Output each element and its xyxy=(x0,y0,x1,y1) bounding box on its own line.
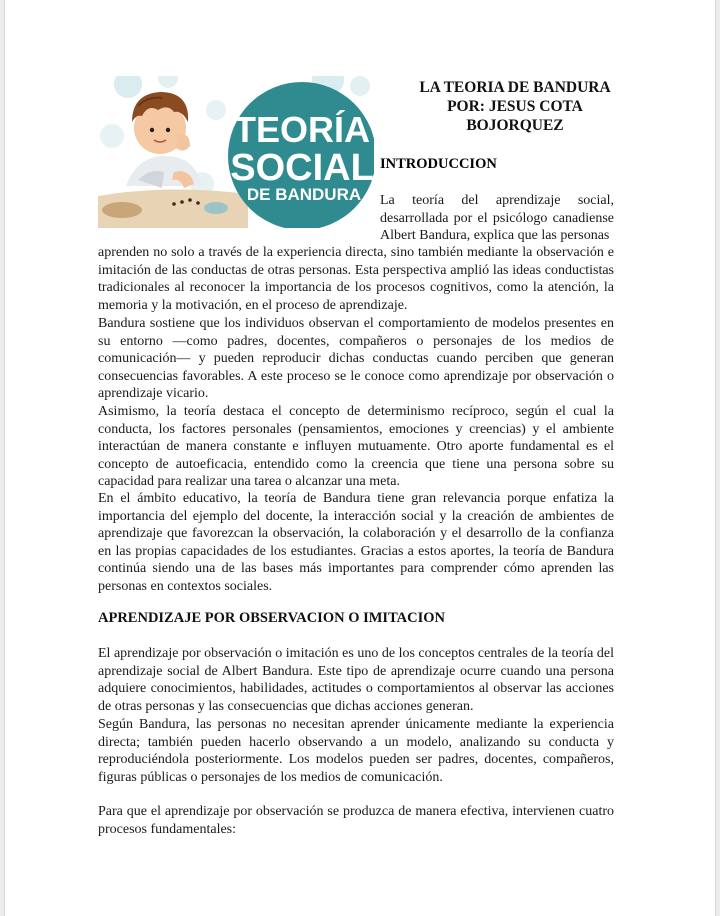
banner-line1: TEORÍA xyxy=(233,109,371,150)
section2-paragraph-2: Según Bandura, las personas no necesitan aprender únicamente mediante la experiencia directa; también pueden hacerlo observando a un modelo, analizando su conducta y reproduciéndola posteriormente. Los modelos pueden ser padres, docentes, compañeros, figuras públicas o personajes de los medios de comunicación. xyxy=(98,717,614,785)
intro-paragraph-1-continued: aprenden no solo a través de la experiencia directa, sino también mediante la observación e imitación de las conductas de otras personas. Esta perspectiva amplió las ideas conductistas tradicionales al reconocer la importancia de los procesos cognitivos, como la atención, la memoria y la motivación, en el proceso de aprendizaje. xyxy=(98,245,614,313)
intro-paragraph-3: Asimismo, la teoría destaca el concepto de determinismo recíproco, según el cual la conducta, los factores personales (pensamientos, emociones y creencias) y el ambiente interactúan de manera constante e influyen mutuamente. Otro aporte fundamental es el concepto de autoeficacia, entendido como la creencia que tiene una persona sobre su capacidad para realizar una tarea o alcanzar una meta. xyxy=(98,404,614,490)
document-title xyxy=(380,78,650,135)
section2-paragraph-1: El aprendizaje por observación o imitación es uno de los conceptos centrales de la teoría del aprendizaje social de Albert Bandura. Este tipo de aprendizaje ocurre cuando una persona adquiere conocimientos, habilidades, actitudes o comportamientos al observar las acciones de otras personas y las consecuencias que dichas acciones generan. xyxy=(98,646,614,714)
intro-lead-paragraph: La teoría del aprendizaje social, desarrollada por el psicólogo canadiense Albert Bandura, explica que las personas xyxy=(380,193,614,244)
section2-paragraph-3: Para que el aprendizaje por observación se produzca de manera efectiva, intervienen cuatro procesos fundamentales: xyxy=(98,804,614,837)
intro-paragraph-4: En el ámbito educativo, la teoría de Bandura tiene gran relevancia porque enfatiza la importancia del ejemplo del docente, la interacción social y la creación de ambientes de aprendizaje que favorezcan la observación, la colaboración y el desarrollo de la confianza en las propias capacidades de los estudiantes. Gracias a estos aportes, la teoría de Bandura continúa siendo una de las bases más importantes para comprender cómo aprenden las personas en contextos sociales. xyxy=(98,491,614,594)
intro-paragraph-2: Bandura sostiene que los individuos observan el comportamiento de modelos presentes en su entorno —como padres, docentes, compañeros o personajes de los medios de comunicación— y pueden reproducir dichas conductas cuando perciben que generan consecuencias favorables. A este proceso se le conoce como aprendizaje por observación o aprendizaje vicario. xyxy=(98,316,614,402)
section-heading-observation: APRENDIZAJE POR OBSERVACION O IMITACION xyxy=(98,610,445,626)
title-line-3: BOJORQUEZ xyxy=(466,117,564,134)
intro-heading: INTRODUCCION xyxy=(380,156,497,172)
banner-line3: DE BANDURA xyxy=(246,185,362,204)
banner-illustration xyxy=(98,76,374,228)
banner-line2: SOCIAL xyxy=(230,147,374,189)
title-line-2: POR: JESUS COTA xyxy=(447,98,583,115)
title-line-1: LA TEORIA DE BANDURA xyxy=(419,79,611,96)
